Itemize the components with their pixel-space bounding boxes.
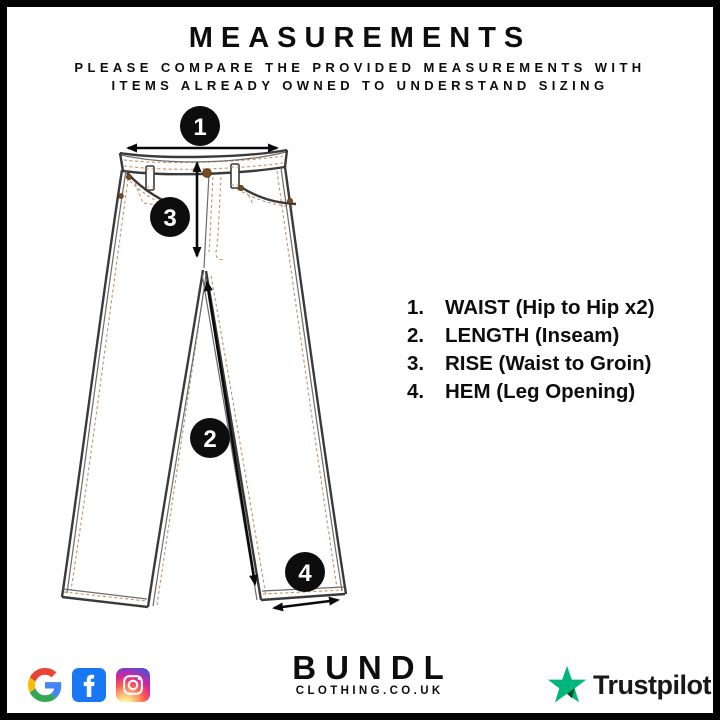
marker-hem-number: 4 — [298, 560, 312, 587]
legend-item-waist — [407, 294, 655, 322]
marker-length — [190, 418, 230, 458]
trustpilot-wordmark: Trustpilot — [593, 669, 711, 700]
legend-label: HEM (Leg Opening) — [445, 380, 636, 403]
legend-label: WAIST (Hip to Hip x2) — [445, 296, 655, 319]
brand-name: BUNDL — [292, 649, 453, 686]
marker-waist — [180, 106, 220, 146]
social-icons — [28, 668, 150, 702]
marker-rise — [150, 197, 190, 237]
jeans-stitching — [64, 156, 343, 605]
subtitle-line-2: ITEMS ALREADY OWNED TO UNDERSTAND SIZING — [111, 78, 609, 93]
jeans-legs-outline — [62, 167, 346, 607]
trustpilot-logo — [547, 665, 711, 705]
measurement-legend — [407, 294, 655, 406]
legend-label: LENGTH (Inseam) — [445, 324, 620, 347]
trustpilot-star-icon — [547, 665, 587, 705]
subtitle-line-1: PLEASE COMPARE THE PROVIDED MEASUREMENTS WITH — [74, 60, 646, 75]
legend-number: 3. — [407, 352, 425, 375]
legend-number: 4. — [407, 380, 425, 403]
legend-number: 2. — [407, 324, 425, 347]
jeans-drawing — [62, 150, 346, 607]
facebook-icon — [72, 668, 106, 702]
brand-logo — [257, 651, 479, 698]
legend-item-length — [407, 322, 655, 350]
marker-length-number: 2 — [203, 426, 217, 453]
page-title: MEASUREMENTS — [188, 22, 532, 54]
legend-number: 1. — [407, 296, 425, 319]
marker-waist-number: 1 — [193, 114, 207, 141]
instagram-icon — [116, 668, 150, 702]
brand-tagline: CLOTHING.CO.UK — [295, 685, 444, 697]
google-icon — [28, 668, 62, 702]
legend-label: RISE (Waist to Groin) — [445, 352, 652, 375]
marker-rise-number: 3 — [163, 205, 177, 232]
marker-hem — [285, 552, 325, 592]
legend-item-rise — [407, 350, 655, 378]
legend-item-hem — [407, 378, 655, 406]
hem-arrow — [274, 600, 338, 608]
